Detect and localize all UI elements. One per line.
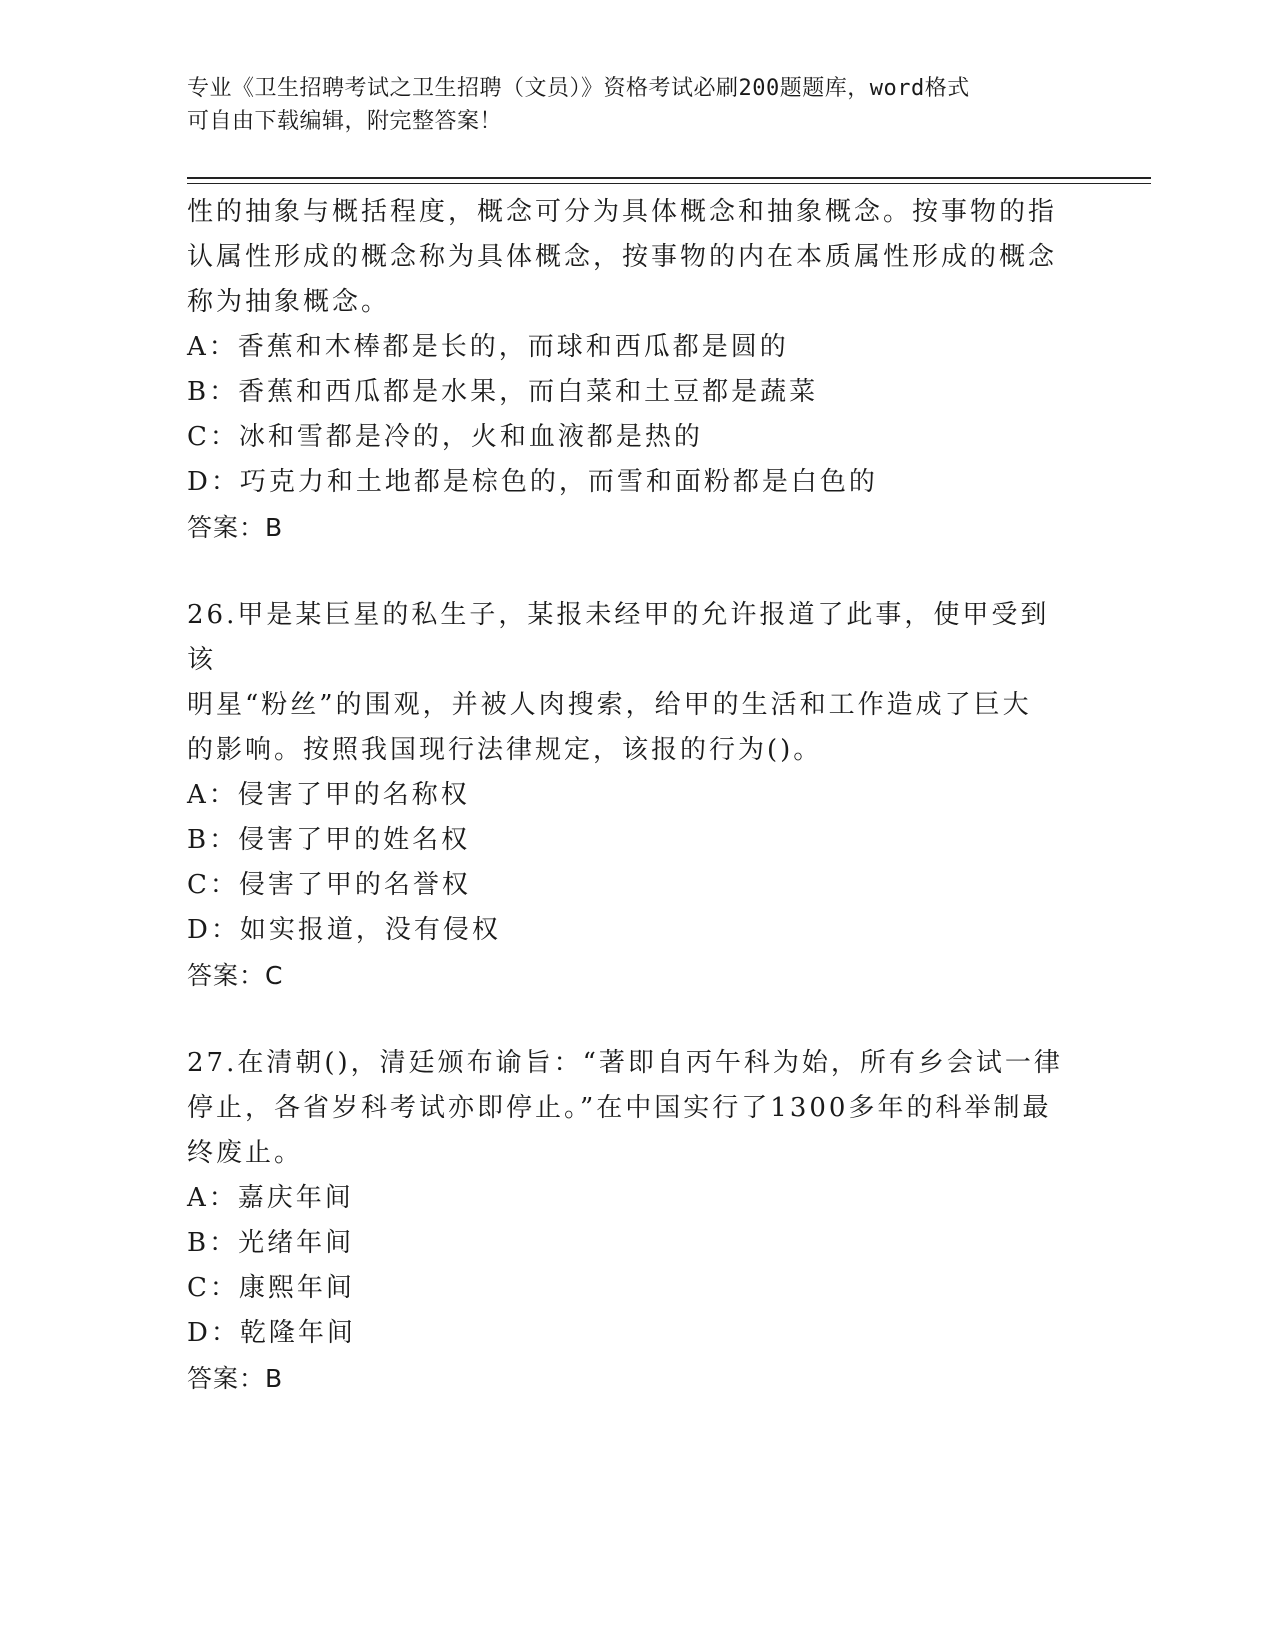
question-text-line: 认属性形成的概念称为具体概念，按事物的内在本质属性形成的概念: [187, 242, 1058, 272]
option-a: A：侵害了甲的名称权: [187, 780, 470, 810]
question-text-line: 的影响。按照我国现行法律规定，该报的行为()。: [187, 735, 823, 765]
header-divider-thin: [187, 183, 1151, 184]
option-a: A：香蕉和木棒都是长的，而球和西瓜都是圆的: [187, 332, 789, 362]
option-c: C：侵害了甲的名誉权: [187, 870, 471, 900]
question-text-line: 终废止。: [187, 1138, 304, 1168]
question-text-line: 称为抽象概念。: [187, 287, 391, 317]
question-continued: [187, 190, 1077, 550]
option-b: B：侵害了甲的姓名权: [187, 825, 471, 855]
option-d: D：乾隆年间: [187, 1318, 356, 1348]
question-text-line: 27.在清朝()，清廷颁布谕旨：“著即自丙午科为始，所有乡会试一律: [187, 1048, 1063, 1078]
option-b: B：香蕉和西瓜都是水果，而白菜和土豆都是蔬菜: [187, 377, 819, 407]
question-text-line: 明星“粉丝”的围观，并被人肉搜索，给甲的生活和工作造成了巨大: [187, 690, 1032, 720]
question-text-line: 性的抽象与概括程度，概念可分为具体概念和抽象概念。按事物的指: [187, 197, 1058, 227]
header-line-2: 可自由下载编辑，附完整答案！: [187, 109, 503, 134]
question-26: [187, 593, 1077, 998]
page-content: [187, 190, 1077, 1401]
option-b: B：光绪年间: [187, 1228, 355, 1258]
question-text-line: 停止，各省岁科考试亦即停止。”在中国实行了1300多年的科举制最: [187, 1093, 1052, 1123]
option-c: C：康熙年间: [187, 1273, 355, 1303]
question-spacer: [187, 998, 1077, 1041]
question-text-line: 26.甲是某巨星的私生子，某报未经甲的允许报道了此事，使甲受到该: [187, 600, 1050, 675]
answer-line: 答案：C: [187, 961, 284, 990]
option-c: C：冰和雪都是冷的，火和血液都是热的: [187, 422, 703, 452]
header-divider-thick: [187, 177, 1151, 179]
answer-line: 答案：B: [187, 1364, 284, 1393]
option-a: A：嘉庆年间: [187, 1183, 354, 1213]
option-d: D：巧克力和土地都是棕色的，而雪和面粉都是白色的: [187, 467, 878, 497]
option-d: D：如实报道，没有侵权: [187, 915, 501, 945]
answer-line: 答案：B: [187, 513, 284, 542]
page-header: [187, 72, 1067, 138]
header-line-1: 专业《卫生招聘考试之卫生招聘（文员）》资格考试必刷200题题库，word格式: [187, 76, 970, 101]
question-spacer: [187, 550, 1077, 593]
question-27: [187, 1041, 1077, 1401]
